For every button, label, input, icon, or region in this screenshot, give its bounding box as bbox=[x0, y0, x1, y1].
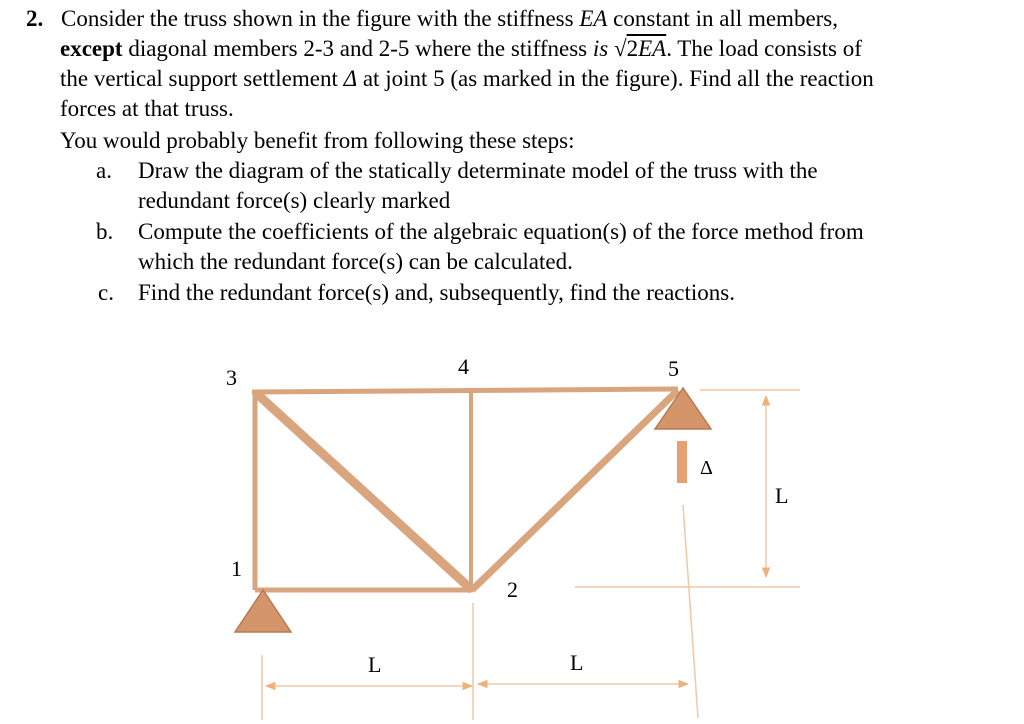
member-3-5 bbox=[252, 389, 678, 392]
step-text: Find the redundant force(s) and, subsequently, find the reactions. bbox=[138, 280, 735, 305]
problem-line-3: the vertical support settlement Δ at joint 5 (as marked in the figure). Find all the reaction bbox=[60, 66, 874, 91]
joint-label-1: 1 bbox=[231, 556, 242, 581]
delta-symbol: Δ bbox=[343, 66, 358, 91]
step-letter: b. bbox=[96, 219, 114, 244]
sqrt-symbol: √ bbox=[613, 36, 627, 61]
joint-label-4: 4 bbox=[458, 354, 469, 379]
dim-span2-label: L bbox=[570, 650, 584, 675]
member-2-3 bbox=[256, 393, 472, 590]
problem-line-4: forces at that truss. bbox=[60, 96, 234, 121]
dim-height-label: L bbox=[775, 483, 789, 508]
support-joint-1 bbox=[235, 590, 291, 632]
step-text: Draw the diagram of the statically determinate model of the truss with the bbox=[138, 158, 818, 183]
truss-members bbox=[252, 389, 678, 590]
step-text: Compute the coefficients of the algebraic equation(s) of the force method from bbox=[138, 219, 864, 244]
step-letter: c. bbox=[98, 280, 114, 305]
step-text: redundant force(s) clearly marked bbox=[138, 188, 451, 213]
dim-extension-line bbox=[683, 505, 698, 718]
problem-number: 2. bbox=[26, 6, 44, 31]
problem-line-1: 2. Consider the truss shown in the figure with the stiffness EA constant in all members, bbox=[26, 6, 839, 31]
joint-label-3: 3 bbox=[226, 365, 237, 390]
dim-span1-label: L bbox=[368, 652, 382, 677]
steps-intro: You would probably benefit from following these steps: bbox=[60, 128, 575, 153]
member-2-5 bbox=[472, 390, 678, 590]
stiffness-ea: EA bbox=[579, 6, 608, 31]
problem-line-2: except diagonal members 2-3 and 2-5 where the stiffness is $√2\overline{EA}$. The load consists of bbox=[60, 36, 862, 61]
dimension-lines bbox=[262, 390, 800, 720]
joint-label-2: 2 bbox=[507, 577, 518, 602]
settlement-label: Δ bbox=[700, 457, 713, 479]
joint-label-5: 5 bbox=[668, 356, 679, 381]
settlement-indicator bbox=[677, 441, 687, 483]
step-text: which the redundant force(s) can be calculated. bbox=[138, 249, 573, 274]
step-letter: a. bbox=[96, 158, 112, 183]
